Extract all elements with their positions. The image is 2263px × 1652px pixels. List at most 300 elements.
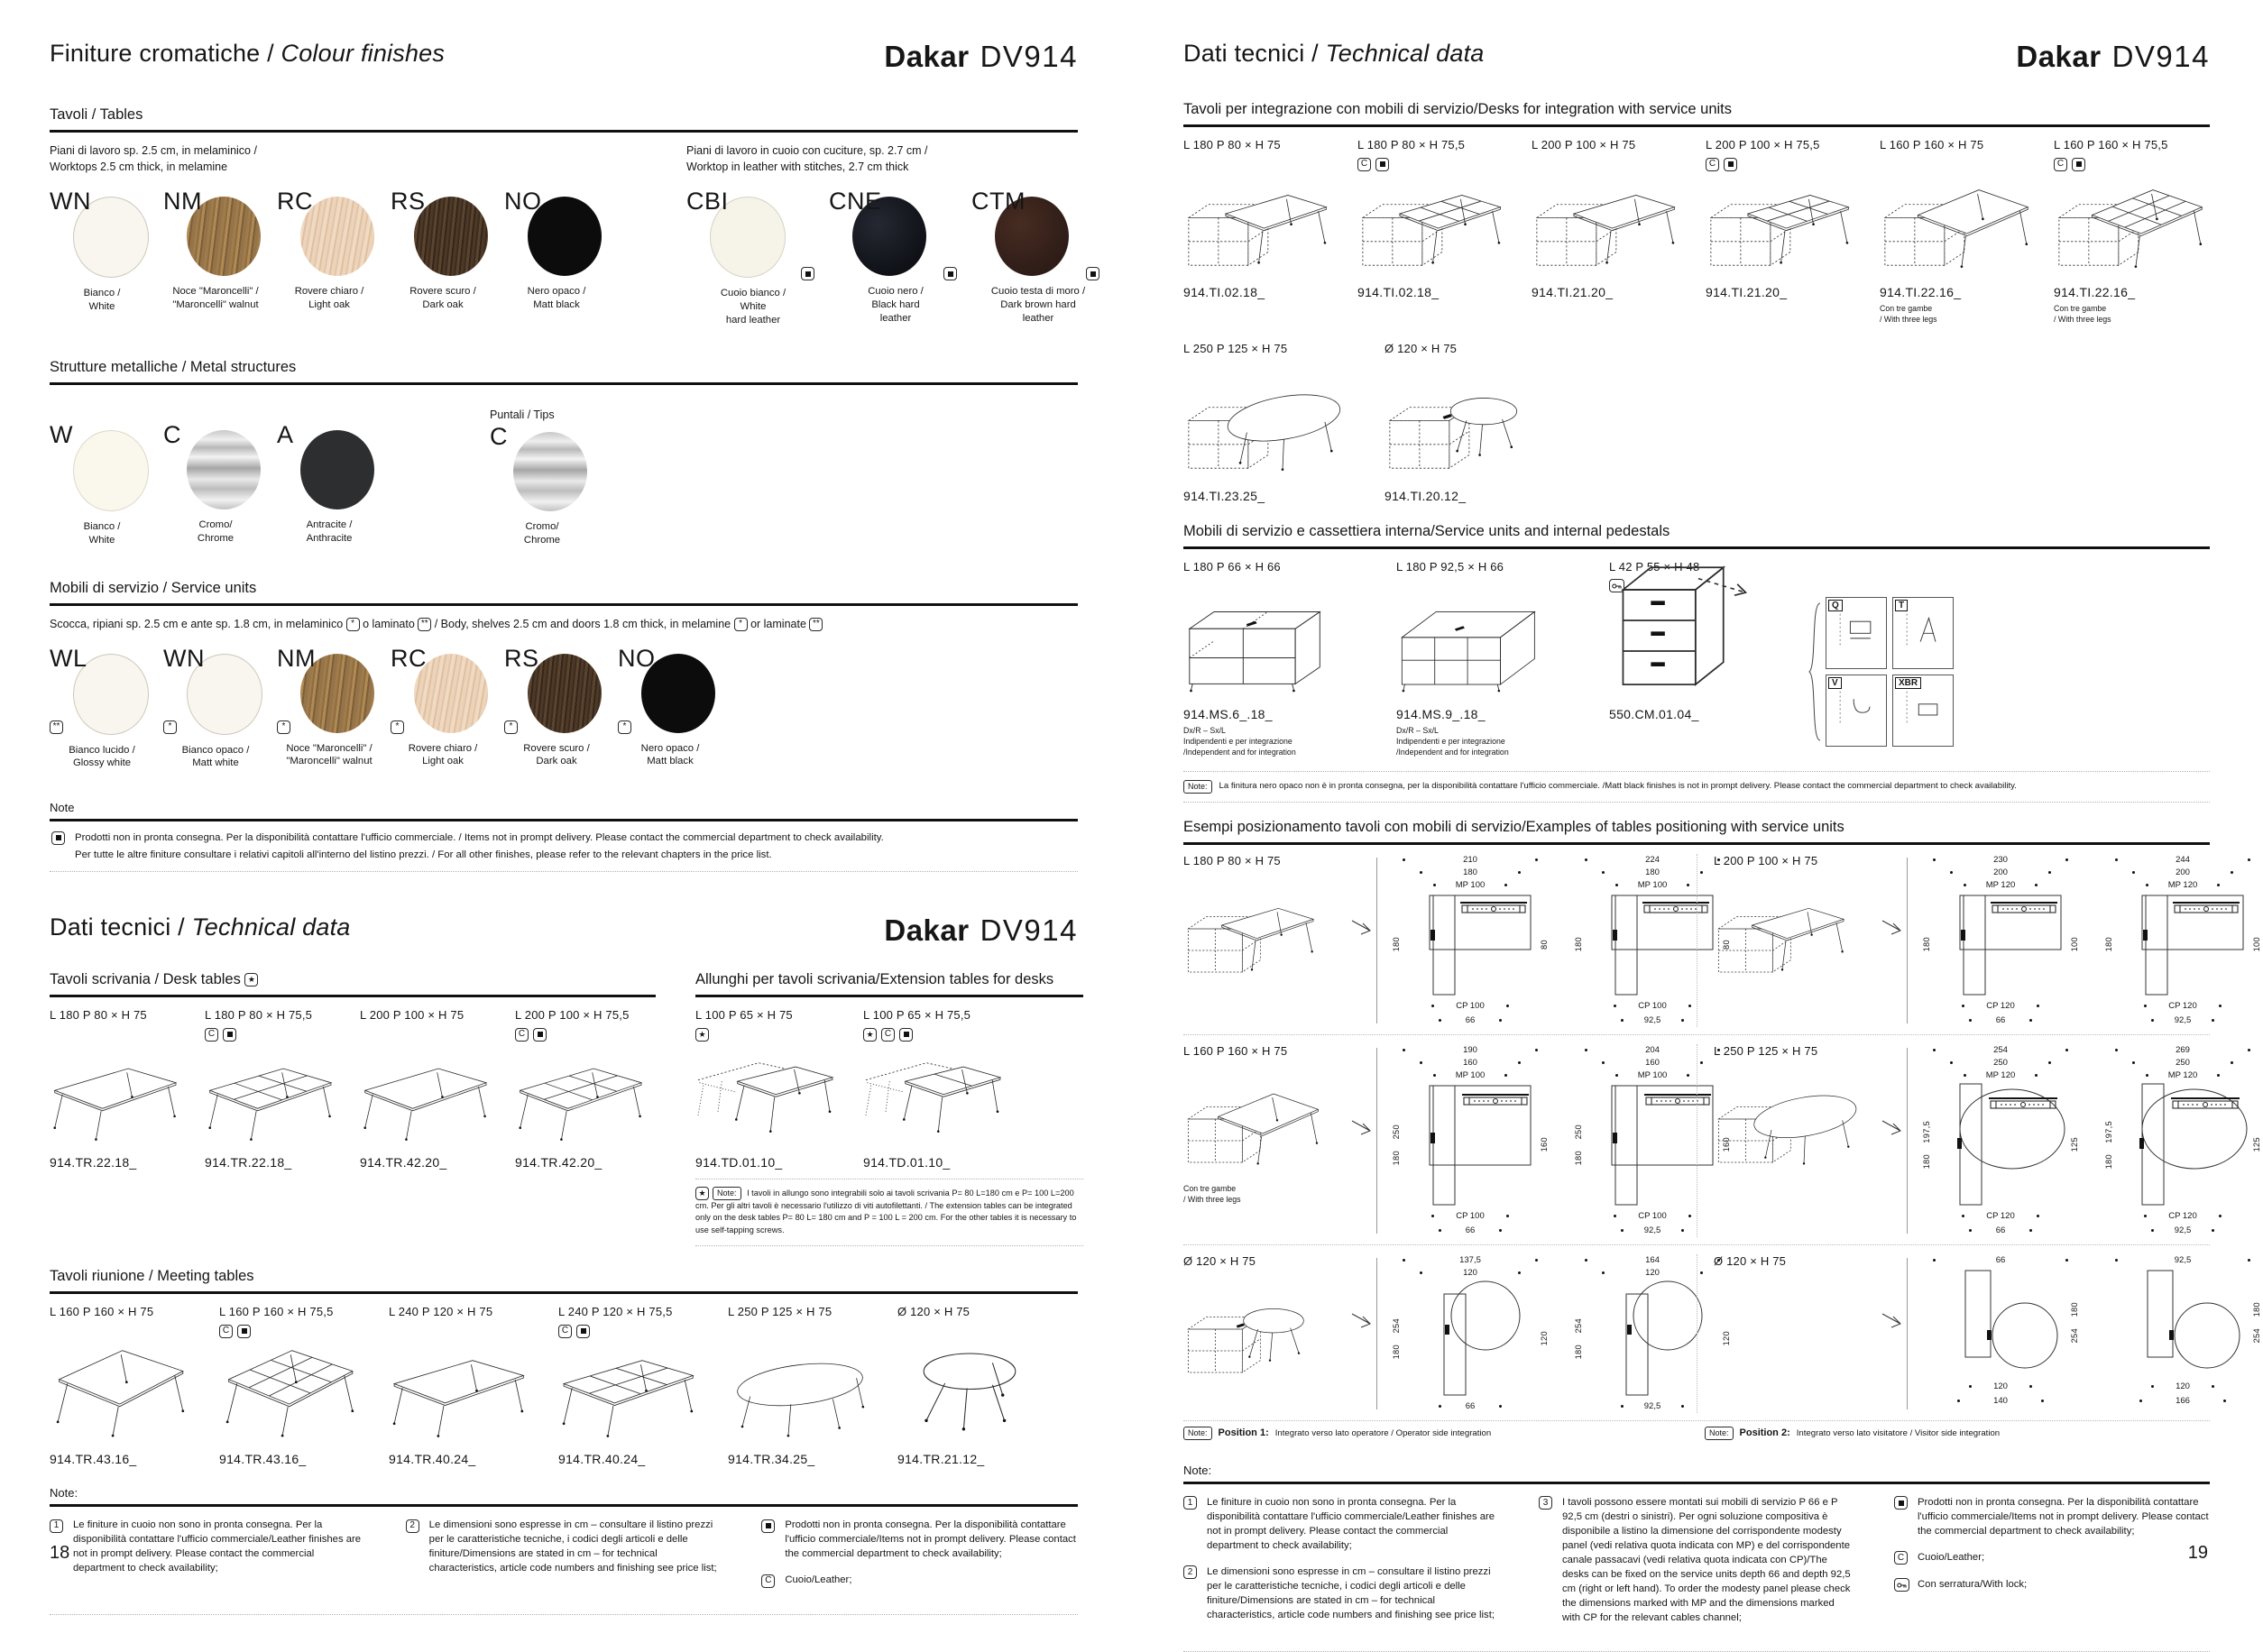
dimension-label: 92,5 xyxy=(1643,1225,1661,1236)
finish-circle xyxy=(73,430,149,511)
product-code: 914.TR.43.16_ xyxy=(219,1452,307,1467)
note-item: Con serratura/With lock; xyxy=(1894,1577,2210,1592)
finish-label: Noce "Maroncelli" / "Maroncelli" walnut xyxy=(172,286,259,310)
finish-swatch xyxy=(829,188,962,326)
finish-swatch xyxy=(686,188,820,326)
finish-swatch xyxy=(163,188,268,313)
not-prompt-delivery-icon xyxy=(2072,158,2085,171)
dimension-label: 166 xyxy=(2176,1396,2190,1407)
product-cell xyxy=(360,1008,502,1170)
product-line-drawing xyxy=(1714,889,1881,980)
positioning-diagram xyxy=(1920,854,2081,1027)
lock-icon xyxy=(1894,1578,1909,1592)
finish-code: WL xyxy=(50,644,87,672)
melamine-asterisk-icon: * xyxy=(277,720,290,734)
tech-data-title: Dati tecnici / Technical data xyxy=(50,913,351,941)
page-number: 19 xyxy=(2187,1543,2208,1563)
product-line-drawing xyxy=(1384,377,1550,478)
dimension-label: 80 xyxy=(1722,940,1731,950)
arrow-icon xyxy=(1351,1308,1373,1333)
product-dimension: L 100 P 65 × H 75,5 xyxy=(863,1008,971,1023)
finish-code: RC xyxy=(391,644,427,672)
finish-swatch xyxy=(50,421,154,546)
product-dimension: L 240 P 120 × H 75 xyxy=(389,1305,493,1319)
positioning-diagram xyxy=(1390,1254,1550,1413)
section-heading: Allunghi per tavoli scrivania/Extension tables for desks xyxy=(695,971,1083,997)
top-view-schematic xyxy=(1933,1267,2068,1379)
top-view-schematic xyxy=(2115,892,2250,998)
positioning-cell xyxy=(1183,1043,1731,1237)
product-dimension: Ø 120 × H 75 xyxy=(1714,1253,1787,1268)
dimension-label: 180 xyxy=(1392,1344,1401,1359)
positioning-diagram xyxy=(2102,1254,2263,1413)
product-cell xyxy=(1183,138,1348,326)
dimension-label: 100 xyxy=(2070,937,2079,952)
finish-circle xyxy=(187,430,261,509)
positioning-cell xyxy=(1697,1253,2261,1413)
product-cell xyxy=(1183,342,1348,503)
section-heading: Tavoli / Tables xyxy=(50,106,1078,133)
laminate-asterisk-icon: ** xyxy=(50,720,63,734)
product-line-drawing xyxy=(50,1043,192,1144)
dimension-label: MP 100 xyxy=(1637,880,1668,891)
meeting-tables xyxy=(50,1268,1078,1466)
melamine-swatch-row xyxy=(50,188,645,313)
dimension-label: 244 xyxy=(2176,855,2190,866)
dimension-label: 66 xyxy=(1995,1225,2006,1236)
product-line-drawing xyxy=(50,1340,207,1441)
positioning-diagram xyxy=(1920,1044,2081,1237)
product-dimension: L 180 P 80 × H 75 xyxy=(50,1008,147,1023)
product-line-drawing xyxy=(1183,889,1351,980)
product-dimension: L 200 P 100 × H 75 xyxy=(1532,138,1636,151)
product-cell xyxy=(558,1305,715,1466)
cable-channel-label: CP 120 xyxy=(2168,1001,2197,1012)
product-subnote: Dx/R – Sx/L Indipendenti e per integrazione /Independent and for integration xyxy=(1396,725,1509,757)
product-line-drawing xyxy=(695,1043,851,1144)
brand-logo: Dakar DV914 xyxy=(2016,40,2210,73)
dimension-label: 160 xyxy=(1463,1058,1477,1069)
finish-label: Bianco lucido / Glossy white xyxy=(69,744,135,769)
product-code: 914.TR.42.20_ xyxy=(515,1155,603,1170)
integration-desks xyxy=(1183,101,2210,503)
dimension-label: 204 xyxy=(1645,1045,1660,1056)
finish-label: Rovere scuro / Dark oak xyxy=(409,286,476,310)
note-line: Per tutte le altre finiture consultare i relativi capitoli all'interno del listino prezzi. / For all other finishes, please refer to the relevant chapters in the price list. xyxy=(75,849,772,860)
product-cell xyxy=(1706,138,1871,326)
product-line-drawing xyxy=(515,1043,658,1144)
product-dimension: L 200 P 100 × H 75,5 xyxy=(515,1008,630,1023)
dimension-label: 254 xyxy=(2070,1327,2079,1343)
finish-swatch xyxy=(504,645,609,770)
dimension-label: 250 xyxy=(1993,1058,2008,1069)
product-code: 914.TI.21.20_ xyxy=(1706,285,1788,299)
positioning-diagram xyxy=(2102,854,2263,1027)
service-note: Note: La finitura nero opaco non è in pronta consegna, per la disponibilità contattare l'ufficio commerciale. /Matt black finishes is not in prompt delivery. Please contact the commercial department to check availability. xyxy=(1183,771,2210,803)
finish-label: Bianco opaco / Matt white xyxy=(181,744,250,769)
product-dimension: L 160 P 160 × H 75 xyxy=(1183,1043,1288,1058)
dimension-label: 100 xyxy=(2252,937,2261,952)
dimension-label: 120 xyxy=(1540,1331,1549,1346)
note-item: 2 Le dimensioni sono espresse in cm – consultare il listino prezzi per le caratteristiche tecniche, i codici degli articoli e delle finiture/Dimensions are stated in cm – for technical characteristics, article code numbers and finishing see price list; xyxy=(406,1518,722,1575)
product-dimension: L 180 P 92,5 × H 66 xyxy=(1396,559,1504,574)
product-cell xyxy=(1880,138,2045,326)
note-heading: Note: xyxy=(50,1486,1078,1507)
note-2-badge: 2 xyxy=(406,1519,419,1533)
finish-code: NO xyxy=(504,188,542,216)
finish-swatch xyxy=(971,188,1105,326)
dimension-label: 269 xyxy=(2176,1045,2190,1056)
finish-swatch xyxy=(163,421,268,546)
leather-caption: Piani di lavoro in cuoio con cuciture, sp. 2.7 cm / Worktop in leather with stitches, 2.7 cm thick xyxy=(686,144,928,174)
finish-swatch xyxy=(50,188,154,313)
dimension-label: 92,5 xyxy=(1643,1015,1661,1026)
not-prompt-delivery-icon xyxy=(533,1028,547,1042)
arrow-icon xyxy=(1351,914,1373,940)
finish-code: RC xyxy=(277,188,313,216)
product-dimension: L 160 P 160 × H 75 xyxy=(50,1305,154,1319)
product-line-drawing xyxy=(728,1340,885,1441)
dimension-label: 66 xyxy=(1465,1225,1476,1236)
dimension-label: 160 xyxy=(1722,1137,1731,1152)
product-cell xyxy=(728,1305,885,1466)
service-swatch-row xyxy=(50,645,1078,770)
finish-code: CTM xyxy=(971,188,1026,216)
finish-code: CBI xyxy=(686,188,729,216)
product-code: 914.TI.02.18_ xyxy=(1357,285,1440,299)
dimension-label: 66 xyxy=(1465,1015,1476,1026)
cable-channel-label: CP 120 xyxy=(2168,1211,2197,1222)
leather-badge: C xyxy=(219,1325,233,1338)
product-line-drawing xyxy=(2054,173,2219,274)
note-box xyxy=(50,801,1078,872)
cable-channel-label: CP 100 xyxy=(1638,1001,1667,1012)
finish-code: W xyxy=(50,421,73,449)
dimension-label: 180 xyxy=(1463,867,1477,878)
dimension-label: MP 120 xyxy=(2167,880,2198,891)
dimension-label: 180 xyxy=(1574,1344,1583,1359)
leather-badge: C xyxy=(558,1325,572,1338)
not-prompt-delivery-icon xyxy=(576,1325,590,1338)
finish-label: Rovere chiaro / Light oak xyxy=(294,286,364,310)
finish-swatch xyxy=(618,645,722,770)
product-code: 550.CM.01.04_ xyxy=(1609,706,1699,721)
product-dimension: L 250 P 125 × H 75 xyxy=(728,1305,833,1319)
finish-code: RS xyxy=(504,644,539,672)
product-code: 914.TI.22.16_ xyxy=(2054,285,2136,299)
note-item: 1 Le finiture in cuoio non sono in pronta consegna. Per la disponibilità contattare l'ufficio commerciale/Leather finishes are not in prompt delivery. Please contact the commercial department to check availability; xyxy=(50,1518,366,1575)
tips-label: Puntali / Tips xyxy=(490,408,555,422)
finish-code: NO xyxy=(618,644,656,672)
arrow-icon xyxy=(1881,1115,1903,1140)
dimension-label: 180 xyxy=(1922,937,1931,952)
brace-icon xyxy=(1808,600,1822,744)
melamine-asterisk-icon: * xyxy=(163,720,177,734)
position-note: Note: Position 2: Integrato verso lato visitatore / Visitor side integration xyxy=(1688,1427,2210,1440)
laminate-asterisk-icon: ** xyxy=(809,618,823,631)
dimension-label: 125 xyxy=(2070,1137,2079,1152)
melamine-asterisk-icon: * xyxy=(504,720,518,734)
dimension-label: 66 xyxy=(1995,1015,2006,1026)
top-view-schematic xyxy=(1403,1280,1538,1399)
not-prompt-delivery-icon xyxy=(899,1028,913,1042)
product-code: 914.TR.42.20_ xyxy=(360,1155,447,1170)
product-line-drawing xyxy=(897,1340,1054,1441)
dimension-label: MP 100 xyxy=(1455,1070,1486,1081)
product-dimension: L 180 P 80 × H 75,5 xyxy=(1357,138,1466,151)
desk-tables xyxy=(50,971,656,1246)
dimension-label: 120 xyxy=(2176,1381,2190,1392)
finish-code: RS xyxy=(391,188,426,216)
finish-circle xyxy=(300,430,374,509)
finish-code: NM xyxy=(163,188,202,216)
product-line-drawing xyxy=(1880,173,2045,274)
finish-swatch xyxy=(490,423,594,546)
finish-label: Rovere chiaro / Light oak xyxy=(408,742,478,767)
product-code: 914.TR.40.24_ xyxy=(558,1452,646,1467)
product-cell xyxy=(1396,560,1577,758)
not-prompt-delivery-icon xyxy=(801,267,814,280)
not-prompt-delivery-icon xyxy=(1086,267,1099,280)
note-2-badge: 2 xyxy=(1183,1565,1197,1579)
star-icon: ★ xyxy=(244,973,258,987)
top-view-schematic xyxy=(1403,1082,1538,1208)
arrow-icon xyxy=(1351,914,1373,940)
not-prompt-delivery-icon xyxy=(1375,158,1389,171)
bottom-notes xyxy=(1183,1464,2210,1652)
finish-code: CNE xyxy=(829,188,882,216)
product-cell xyxy=(863,1008,1018,1170)
product-line-drawing xyxy=(1396,595,1577,696)
dimension-label: 92,5 xyxy=(2174,1015,2192,1026)
product-dimension: L 250 P 125 × H 75 xyxy=(1183,341,1288,355)
product-line-drawing xyxy=(1183,1289,1351,1381)
leather-swatch-row xyxy=(686,188,1105,326)
positioning-diagram xyxy=(2102,1044,2263,1237)
product-dimension: Ø 120 × H 75 xyxy=(1183,1253,1256,1268)
product-cell xyxy=(389,1305,546,1466)
product-subnote: Dx/R – Sx/L Indipendenti e per integrazione /Independent and for integration xyxy=(1183,725,1296,757)
dimension-label: 180 xyxy=(1574,1150,1583,1165)
dimension-label: MP 100 xyxy=(1637,1070,1668,1081)
dimension-label: 190 xyxy=(1463,1045,1477,1056)
desk-and-extension xyxy=(50,971,1078,1246)
product-cell xyxy=(1384,342,1550,503)
dimension-label: 92,5 xyxy=(2174,1255,2192,1266)
not-prompt-delivery-icon xyxy=(1894,1496,1908,1510)
positioning-diagram xyxy=(1920,1254,2081,1413)
positioning-cell xyxy=(1183,853,1731,1027)
dimension-label: 250 xyxy=(1574,1124,1583,1140)
product-dimension: Ø 120 × H 75 xyxy=(897,1305,971,1319)
extension-tables xyxy=(695,971,1083,1246)
finish-label: Antracite / Anthracite xyxy=(306,519,353,544)
product-dimension: L 180 P 66 × H 66 xyxy=(1183,559,1281,574)
dimension-label: 125 xyxy=(2252,1137,2261,1152)
dimension-label: MP 120 xyxy=(2167,1070,2198,1081)
finish-code: NM xyxy=(277,644,316,672)
dimension-label: 180 xyxy=(1392,1150,1401,1165)
dimension-label: 254 xyxy=(1574,1318,1583,1334)
cable-channel-label: CP 100 xyxy=(1456,1211,1485,1222)
product-cell xyxy=(695,1008,851,1170)
note-tag: Note: xyxy=(713,1187,741,1200)
not-prompt-delivery-icon xyxy=(943,267,957,280)
note-line: Prodotti non in pronta consegna. Per la disponibilità contattare l'ufficio commerciale. / Items not in prompt delivery. Please contact the commercial department to check availability. xyxy=(51,831,1076,846)
product-code: 914.TI.22.16_ xyxy=(1880,285,1962,299)
finish-code: A xyxy=(277,421,294,449)
finish-code: C xyxy=(163,421,181,449)
product-line-drawing xyxy=(1609,595,1789,696)
product-cell xyxy=(897,1305,1054,1466)
product-cell xyxy=(515,1008,658,1170)
finish-circle xyxy=(513,432,587,511)
top-view-schematic xyxy=(1933,1082,2068,1208)
note-item: 3 I tavoli possono essere montati sui mobili di servizio P 66 e P 92,5 cm (destri o sinistri). Per ogni soluzione compositiva è disponibile a listino la dimensione del corrispondente modesty panel (vedi relativa quota indicata con MP) e del corrispondente canale passacavi (vedi relativa quota indicata con CP)/The desks can be fixed on the service units depth 66 and depth 92,5 cm (right or left hand). To order the modesty panel please check the dimensions marked with MP and the dimensions marked with CP for the relevant cables channel; xyxy=(1539,1495,1854,1625)
positioning-diagram xyxy=(1390,854,1550,1027)
dimension-label: 180 xyxy=(1645,867,1660,878)
finish-label: Cromo/ Chrome xyxy=(197,519,235,544)
page-number: 18 xyxy=(50,1543,70,1563)
section-heading: Strutture metalliche / Metal structures xyxy=(50,359,1078,385)
section-metal xyxy=(50,359,1078,546)
product-line-drawing xyxy=(219,1340,376,1441)
product-cell xyxy=(1183,560,1364,758)
product-line-drawing xyxy=(558,1340,715,1441)
finish-label: Cromo/ Chrome xyxy=(523,521,561,546)
dimension-label: 160 xyxy=(1645,1058,1660,1069)
note-1-badge: 1 xyxy=(1183,1496,1197,1510)
note-item: C Cuoio/Leather; xyxy=(1894,1550,2210,1565)
leather-badge: C xyxy=(761,1574,775,1588)
melamine-asterisk-icon: * xyxy=(391,720,404,734)
service-caption: Scocca, ripiani sp. 2.5 cm e ante sp. 1.8 cm, in melaminico * o laminato ** / Body, shelves 2.5 cm and doors 1.8 cm thick, in melamine * or laminate ** xyxy=(50,616,1078,632)
finish-label: Bianco / White xyxy=(83,521,121,546)
dimension-label: 250 xyxy=(2176,1058,2190,1069)
product-dimension: L 160 P 160 × H 75,5 xyxy=(2054,138,2168,151)
extension-note: ★ Note: I tavoli in allungo sono integrabili solo ai tavoli scrivania P= 80 L=180 cm e P= 100 L=200 cm. Per gli altri tavoli è necessario l'utilizzo di viti autofilettanti. / The extension tables can be integrated only on the desk tables P= 80 L= 180 cm and P = 100 L = 200 cm. For the other tables it is necessary to use self-tapping screws. xyxy=(695,1179,1083,1246)
positioning-cell xyxy=(1697,853,2261,1027)
bottom-notes xyxy=(50,1486,1078,1615)
product-line-drawing xyxy=(1532,173,1697,274)
dimension-label: 250 xyxy=(1392,1124,1401,1140)
product-dimension: L 160 P 160 × H 75,5 xyxy=(219,1305,334,1319)
leather-badge: C xyxy=(205,1028,218,1042)
dimension-label: MP 120 xyxy=(1985,880,2016,891)
cable-channel-label: CP 100 xyxy=(1456,1001,1485,1012)
product-code: 914.TI.02.18_ xyxy=(1183,285,1265,299)
product-code: 914.TD.01.10_ xyxy=(695,1155,783,1170)
star-icon: ★ xyxy=(695,1187,709,1200)
product-dimension: L 240 P 120 × H 75,5 xyxy=(558,1305,673,1319)
melamine-caption: Piani di lavoro sp. 2.5 cm, in melaminico / Worktops 2.5 cm thick, in melamine xyxy=(50,144,257,174)
positioning-cell xyxy=(1183,1253,1731,1413)
dimension-label: 137,5 xyxy=(1459,1255,1481,1266)
dimension-label: 254 xyxy=(1392,1318,1401,1334)
dimension-label: 254 xyxy=(1993,1045,2008,1056)
arrow-icon xyxy=(1881,1115,1903,1140)
dimension-label: 120 xyxy=(1645,1268,1660,1279)
note-tag: Note: xyxy=(1705,1427,1734,1440)
arrow-icon xyxy=(1351,1308,1373,1333)
dimension-label: 92,5 xyxy=(1643,1401,1661,1412)
product-cell xyxy=(219,1305,376,1466)
dimension-label: 200 xyxy=(1993,867,2008,878)
page-title: Dati tecnici / Technical data xyxy=(1183,40,1485,67)
dimension-label: 66 xyxy=(1995,1255,2006,1266)
top-view-schematic xyxy=(1403,892,1538,998)
section-heading: Tavoli riunione / Meeting tables xyxy=(50,1268,1078,1294)
arrow-icon xyxy=(1351,1115,1373,1140)
section-tables xyxy=(50,106,1086,326)
product-cell xyxy=(50,1305,207,1466)
product-code: 914.TI.20.12_ xyxy=(1384,488,1467,503)
dimension-label: 180 xyxy=(2104,1153,2113,1170)
melamine-asterisk-icon: * xyxy=(618,720,631,734)
product-dimension: L 42 P 55 × H 48 xyxy=(1609,559,1700,574)
pedestal-option-xbr: XBR xyxy=(1892,675,1954,747)
section-heading: Esempi posizionamento tavoli con mobili di servizio/Examples of tables positioning with service units xyxy=(1183,819,2210,845)
product-dimension: L 100 P 65 × H 75 xyxy=(695,1008,793,1023)
product-code: 914.TD.01.10_ xyxy=(863,1155,951,1170)
finish-code: WN xyxy=(163,644,205,672)
dimension-label: 224 xyxy=(1645,855,1660,866)
product-cell xyxy=(1357,138,1522,326)
product-code: 914.TR.21.12_ xyxy=(897,1452,985,1467)
section-service-units xyxy=(50,580,1078,770)
dimension-label: 230 xyxy=(1993,855,2008,866)
dimension-label: 197,5 xyxy=(2104,1120,2113,1143)
finish-label: Nero opaco / Matt black xyxy=(640,742,700,767)
product-dimension: Ø 120 × H 75 xyxy=(1384,341,1458,355)
product-line-drawing xyxy=(863,1043,1018,1144)
dimension-label: MP 120 xyxy=(1985,1070,2016,1081)
note-heading: Note: xyxy=(1183,1464,2210,1484)
product-code: 914.TI.21.20_ xyxy=(1532,285,1614,299)
finish-label: Cuoio testa di moro / Dark brown hard leather xyxy=(990,286,1086,324)
product-cell xyxy=(2054,138,2219,326)
leather-badge: C xyxy=(2054,158,2067,171)
product-dimension: L 180 P 80 × H 75,5 xyxy=(205,1008,313,1023)
product-line-drawing xyxy=(1714,1079,1881,1170)
leather-badge: C xyxy=(1357,158,1371,171)
page-right xyxy=(1127,0,2261,1623)
product-code: 914.TR.40.24_ xyxy=(389,1452,476,1467)
product-line-drawing xyxy=(1357,173,1522,274)
note-item: C Cuoio/Leather; xyxy=(761,1573,1078,1588)
finish-label: Noce "Maroncelli" / "Maroncelli" walnut xyxy=(286,742,373,767)
finish-label: Rovere scuro / Dark oak xyxy=(523,742,590,767)
product-dimension: L 160 P 160 × H 75 xyxy=(1880,138,1984,151)
product-cell xyxy=(1609,560,1789,758)
finish-code: WN xyxy=(50,188,91,216)
laminate-asterisk-icon: ** xyxy=(418,618,431,631)
dimension-label: 66 xyxy=(1465,1401,1476,1412)
service-units-pedestals xyxy=(1183,523,2210,803)
dimension-label: 120 xyxy=(1463,1268,1477,1279)
note-tag: Note: xyxy=(1183,1427,1212,1440)
product-line-drawing xyxy=(1183,595,1364,696)
brand-logo: Dakar DV914 xyxy=(884,40,1078,73)
page-title: Finiture cromatiche / Colour finishes xyxy=(50,40,446,67)
section-heading: Mobili di servizio e cassettiera interna/Service units and internal pedestals xyxy=(1183,523,2210,549)
finish-swatch xyxy=(50,645,154,770)
dimension-label: 180 xyxy=(1574,937,1583,952)
metal-swatch-row xyxy=(50,421,382,546)
product-dimension: L 250 P 125 × H 75 xyxy=(1714,1043,1818,1058)
product-cell xyxy=(1532,138,1697,326)
finish-swatch xyxy=(277,421,382,546)
